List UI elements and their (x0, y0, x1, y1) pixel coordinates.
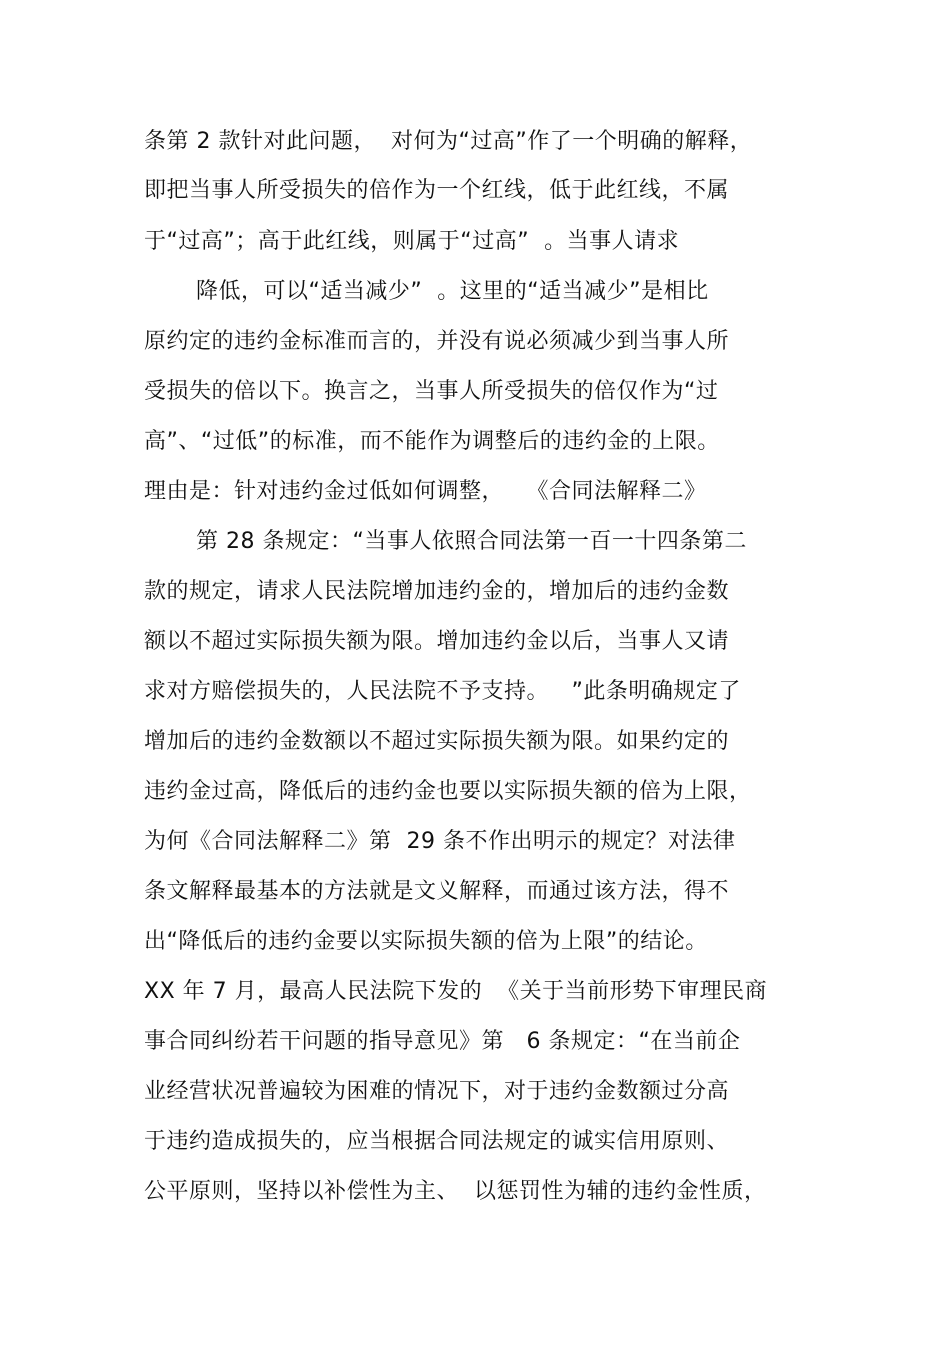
text-line-19: 事合同纠纷若干问题的指导意见》第 6 条规定：“在当前企 (144, 1029, 741, 1054)
text-line-22: 公平原则，坚持以补偿性为主、 以惩罚性为辅的违约金性质， (144, 1179, 767, 1204)
text-line-17: 出“降低后的违约金要以实际损失额的倍为上限”的结论。 (144, 929, 708, 954)
text-line-9: 第 28 条规定：“当事人依照合同法第一百一十四条第二 (196, 529, 747, 554)
text-line-21: 于违约造成损失的，应当根据合同法规定的诚实信用原则、 (144, 1129, 730, 1154)
text-line-18: XX 年 7 月，最高人民法院下发的 《关于当前形势下审理民商 (144, 979, 768, 1004)
text-line-16: 条文解释最基本的方法就是文义解释，而通过该方法，得不 (144, 879, 730, 904)
text-line-5: 原约定的违约金标准而言的，并没有说必须减少到当事人所 (144, 329, 730, 354)
text-line-1: 条第 2 款针对此问题， 对何为“过高”作了一个明确的解释， (144, 129, 753, 154)
text-line-6: 受损失的倍以下。换言之，当事人所受损失的倍仅作为“过 (144, 379, 719, 404)
text-line-2: 即把当事人所受损失的倍作为一个红线，低于此红线，不属 (144, 178, 730, 203)
text-line-10: 款的规定，请求人民法院增加违约金的，增加后的违约金数 (144, 579, 730, 604)
text-line-8: 理由是：针对违约金过低如何调整， 《合同法解释二》 (144, 479, 707, 504)
text-line-13: 增加后的违约金数额以不超过实际损失额为限。如果约定的 (144, 729, 730, 754)
text-line-3: 于“过高”；高于此红线，则属于“过高” 。当事人请求 (144, 229, 680, 254)
text-line-15: 为何《合同法解释二》第 29 条不作出明示的规定？对法律 (144, 829, 736, 854)
text-line-4: 降低，可以“适当减少” 。这里的“适当减少”是相比 (196, 279, 709, 304)
text-line-11: 额以不超过实际损失额为限。增加违约金以后，当事人又请 (144, 629, 730, 654)
text-line-20: 业经营状况普遍较为困难的情况下，对于违约金数额过分高 (144, 1079, 730, 1104)
text-line-7: 高”、“过低”的标准，而不能作为调整后的违约金的上限。 (144, 429, 720, 454)
text-line-14: 违约金过高，降低后的违约金也要以实际损失额的倍为上限， (144, 779, 752, 804)
text-line-12: 求对方赔偿损失的，人民法院不予支持。 ”此条明确规定了 (144, 679, 741, 704)
